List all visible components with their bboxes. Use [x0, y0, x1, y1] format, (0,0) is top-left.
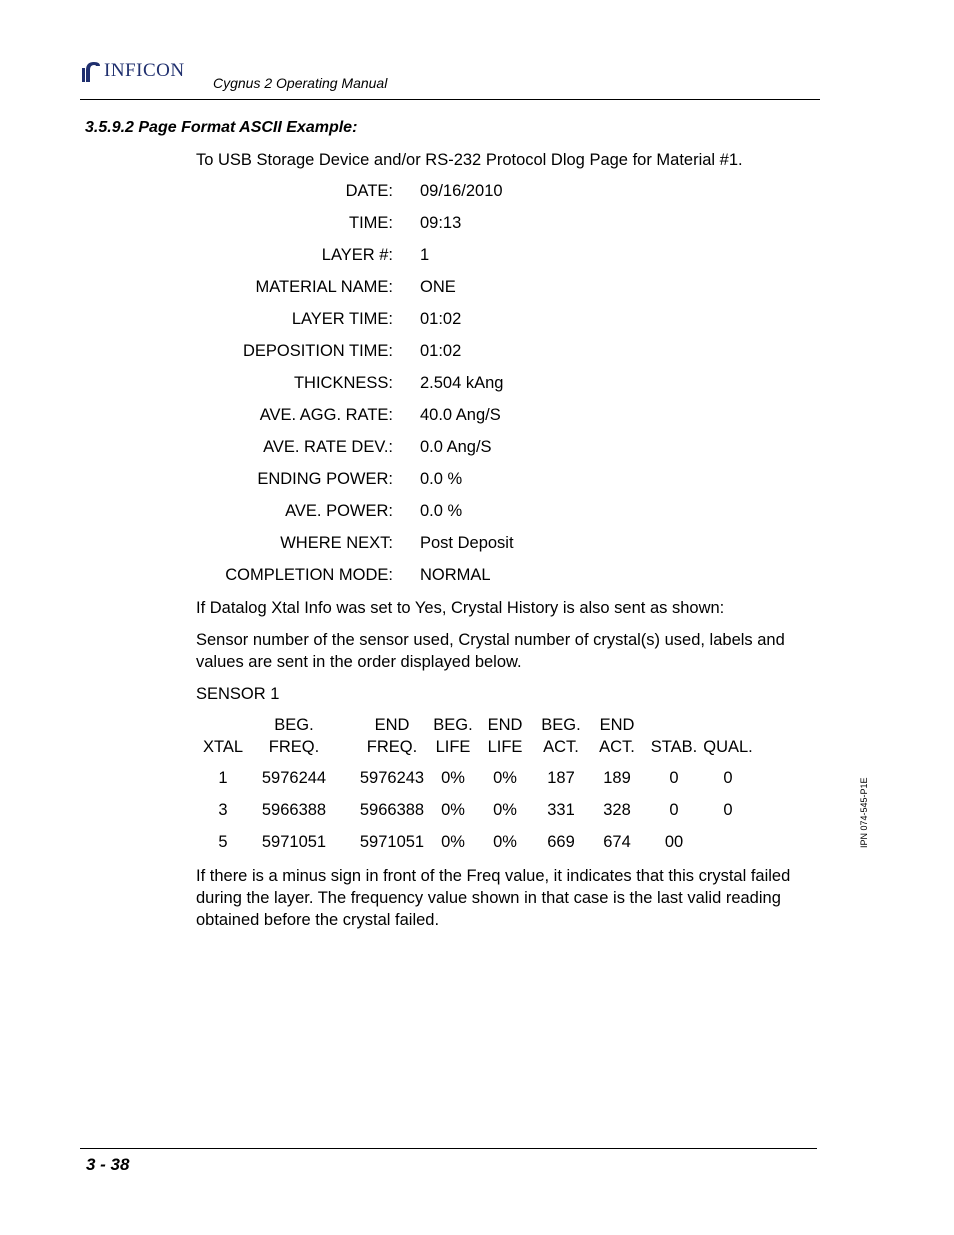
page-number: 3 - 38: [86, 1155, 130, 1174]
side-ipn-code: IPN 074-545-P1E: [859, 777, 869, 848]
table-cell: 0: [669, 769, 679, 787]
field-label: MATERIAL NAME:: [255, 278, 393, 296]
paragraph-sensor-line-1: Sensor number of the sensor used, Crystal number of crystal(s) used, labels and: [196, 631, 785, 649]
table-cell: 328: [603, 801, 631, 819]
footer-rule: [80, 1148, 817, 1149]
field-value: 01:02: [420, 310, 462, 328]
table-cell: 0: [669, 801, 679, 819]
table-cell: 189: [603, 769, 631, 787]
table-cell: 0%: [493, 769, 517, 787]
table-cell: 0: [723, 769, 733, 787]
intro-paragraph: To USB Storage Device and/or RS-232 Protocol Dlog Page for Material #1.: [196, 151, 743, 169]
paragraph-minus-line-2: during the layer. The frequency value shown in that case is the last valid reading: [196, 889, 781, 907]
table-header: END ACT.: [599, 716, 635, 756]
table-cell: 0%: [493, 801, 517, 819]
header-rule: [80, 99, 820, 100]
table-header: XTAL: [202, 738, 244, 756]
table-cell: 0: [723, 801, 733, 819]
table-cell: 187: [547, 769, 575, 787]
field-value: 40.0 Ang/S: [420, 406, 501, 424]
doc-title: Cygnus 2 Operating Manual: [213, 75, 388, 91]
field-value: 1: [420, 246, 430, 264]
paragraph-minus-line-3: obtained before the crystal failed.: [196, 911, 440, 929]
table-header: END LIFE: [487, 716, 523, 756]
table-cell: 331: [547, 801, 575, 819]
field-value: NORMAL: [420, 566, 491, 584]
section-heading: 3.5.9.2 Page Format ASCII Example:: [85, 119, 358, 136]
table-cell: 0%: [441, 769, 465, 787]
paragraph-minus-line-1: If there is a minus sign in front of the Freq value, it indicates that this crystal failed: [196, 867, 791, 885]
field-value: 09/16/2010: [420, 182, 503, 200]
field-value: Post Deposit: [420, 534, 514, 552]
table-header: END FREQ.: [366, 716, 418, 756]
field-value: 01:02: [420, 342, 462, 360]
field-label: COMPLETION MODE:: [225, 566, 393, 584]
table-cell: 00: [664, 833, 684, 851]
inficon-logo-mark-icon: [82, 60, 102, 82]
field-label: ENDING POWER:: [257, 470, 393, 488]
field-value: 09:13: [420, 214, 462, 232]
field-label: WHERE NEXT:: [280, 534, 393, 552]
table-cell: 5966388: [261, 801, 327, 819]
table-cell: 5976244: [261, 769, 327, 787]
table-cell: 0%: [441, 833, 465, 851]
table-header: STAB.: [650, 738, 698, 756]
logo-text: INFICON: [104, 60, 185, 81]
table-cell: 5966388: [359, 801, 425, 819]
field-label: LAYER #:: [321, 246, 393, 264]
inficon-logo: [82, 58, 202, 86]
table-header: BEG. ACT.: [541, 716, 581, 756]
field-label: DEPOSITION TIME:: [242, 342, 393, 360]
table-cell: 3: [218, 801, 228, 819]
field-value: 2.504 kAng: [420, 374, 504, 392]
table-cell: 5: [218, 833, 228, 851]
field-label: AVE. POWER:: [285, 502, 393, 520]
field-value: 0.0 Ang/S: [420, 438, 492, 456]
table-cell: 0%: [493, 833, 517, 851]
table-cell: 5976243: [359, 769, 425, 787]
sensor-label: SENSOR 1: [196, 685, 280, 703]
table-cell: 0%: [441, 801, 465, 819]
table-cell: 5971051: [359, 833, 425, 851]
paragraph-datalog: If Datalog Xtal Info was set to Yes, Crystal History is also sent as shown:: [196, 599, 725, 617]
field-label: LAYER TIME:: [291, 310, 393, 328]
field-label: DATE:: [345, 182, 393, 200]
table-cell: 5971051: [261, 833, 327, 851]
field-label: TIME:: [349, 214, 393, 232]
field-label: AVE. RATE DEV.:: [263, 438, 393, 456]
table-header: QUAL.: [703, 738, 753, 756]
field-value: ONE: [420, 278, 456, 296]
paragraph-sensor-line-2: values are sent in the order displayed below.: [196, 653, 522, 671]
field-label: THICKNESS:: [293, 374, 393, 392]
field-label: AVE. AGG. RATE:: [259, 406, 393, 424]
table-cell: 1: [218, 769, 228, 787]
table-cell: 674: [603, 833, 631, 851]
table-header: BEG. FREQ.: [268, 716, 320, 756]
table-header: BEG. LIFE: [433, 716, 473, 756]
field-value: 0.0 %: [420, 470, 463, 488]
field-value: 0.0 %: [420, 502, 463, 520]
table-cell: 669: [547, 833, 575, 851]
